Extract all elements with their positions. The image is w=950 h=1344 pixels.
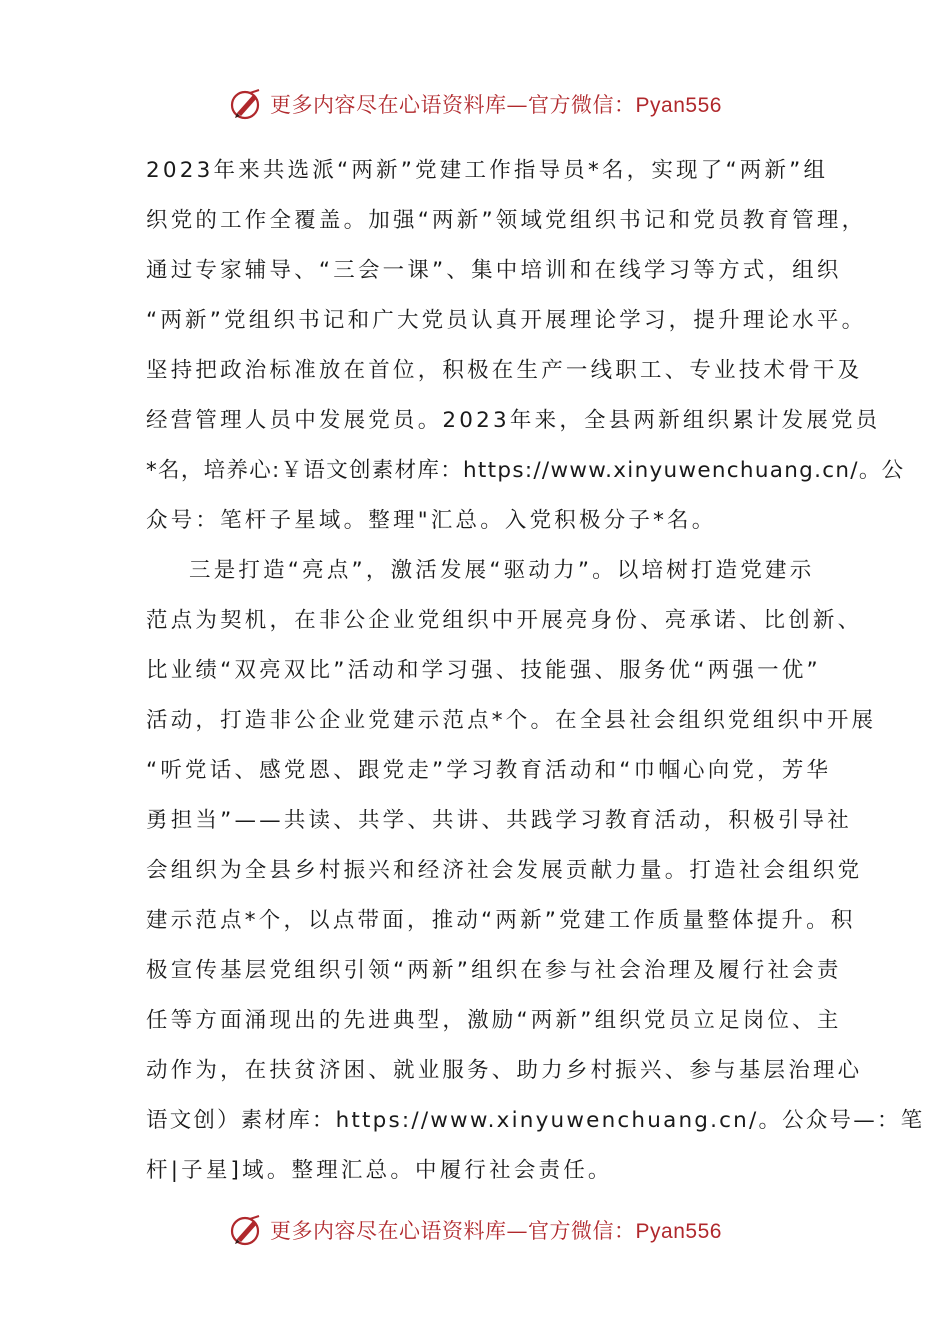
text-line: 杆|子星]域。整理汇总。中履行社会责任。 (146, 1158, 613, 1183)
text-line: 通过专家辅导、“三会一课”、集中培训和在线学习等方式，组织 (146, 258, 842, 283)
banner-text (270, 89, 722, 119)
text-line: “两新”党组织书记和广大党员认真开展理论学习，提升理论水平。 (146, 308, 867, 333)
text-line: 众号：笔杆子星域。整理"汇总。入党积极分子*名。 (146, 508, 717, 533)
banner-slogan: 更多内容尽在心语资料库—官方微信： (270, 93, 636, 117)
document-body (146, 146, 925, 1196)
text-line: 动作为，在扶贫济困、就业服务、助力乡村振兴、参与基层治理心 (146, 1058, 863, 1083)
text-line: *名，培养心:￥语文创素材库：https://www.xinyuwenchuang.cn/。公 (146, 458, 905, 483)
text-line: 会组织为全县乡村振兴和经济社会发展贡献力量。打造社会组织党 (146, 858, 863, 883)
text-line: 织党的工作全覆盖。加强“两新”领域党组织书记和党员教育管理， (146, 208, 867, 233)
text-line: 活动，打造非公企业党建示范点*个。在全县社会组织党组织中开展 (146, 708, 877, 733)
pen-circle-logo-icon (228, 1212, 264, 1248)
text-line: 三是打造“亮点”，激活发展“驱动力”。以培树打造党建示 (189, 558, 815, 583)
text-line: “听党话、感党恩、跟党走”学习教育活动和“巾帼心向党，芳华 (146, 758, 832, 783)
text-line: 2023年来共选派“两新”党建工作指导员*名，实现了“两新”组 (146, 158, 829, 183)
paragraph-2 (146, 546, 925, 1196)
banner-slogan: 更多内容尽在心语资料库—官方微信： (270, 1219, 636, 1243)
text-line: 建示范点*个，以点带面，推动“两新”党建工作质量整体提升。积 (146, 908, 856, 933)
text-line: 任等方面涌现出的先进典型，激励“两新”组织党员立足岗位、主 (146, 1008, 842, 1033)
text-line: 勇担当”——共读、共学、共讲、共践学习教育活动，积极引导社 (146, 808, 852, 833)
text-line: 坚持把政治标准放在首位，积极在生产一线职工、专业技术骨干及 (146, 358, 863, 383)
banner-wechat-handle: Pyan556 (635, 94, 722, 117)
pen-circle-logo-icon (228, 86, 264, 122)
text-line: 语文创）素材库：https://www.xinyuwenchuang.cn/。公众号—：笔 (146, 1108, 925, 1133)
banner-text (270, 1215, 722, 1245)
text-line: 范点为契机，在非公企业党组织中开展亮身份、亮承诺、比创新、 (146, 608, 863, 633)
banner-wechat-handle: Pyan556 (635, 1220, 722, 1243)
header-banner (0, 84, 950, 124)
text-line: 比业绩“双亮双比”活动和学习强、技能强、服务优“两强一优” (146, 658, 821, 683)
text-line: 极宣传基层党组织引领“两新”组织在参与社会治理及履行社会责 (146, 958, 842, 983)
paragraph-1 (146, 146, 905, 546)
text-line: 经营管理人员中发展党员。2023年来，全县两新组织累计发展党员 (146, 408, 881, 433)
footer-banner (0, 1210, 950, 1250)
